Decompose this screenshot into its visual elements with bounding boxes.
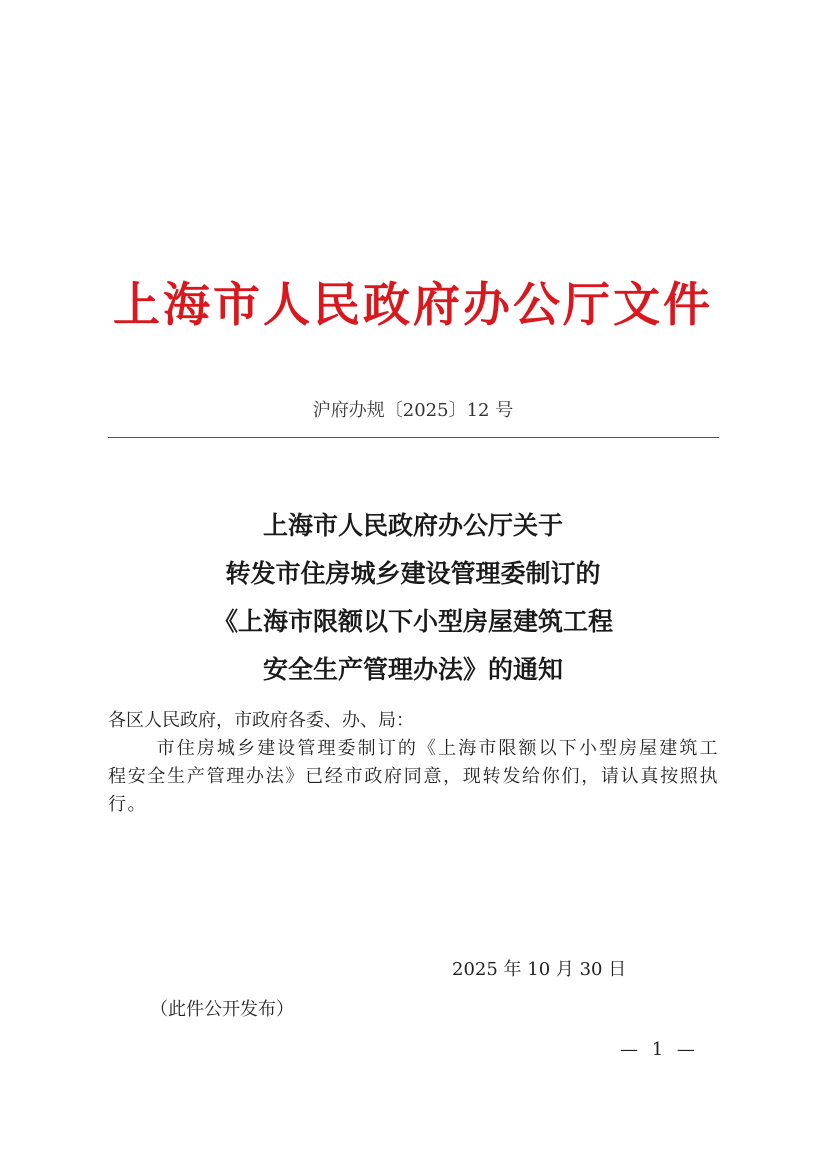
title-line: 安全生产管理办法》的通知	[262, 655, 563, 684]
header-red-divider	[108, 437, 719, 438]
title-line: 《上海市限额以下小型房屋建筑工程	[212, 607, 613, 636]
salutation: 各区人民政府，市政府各委、办、局：	[108, 710, 414, 731]
issue-date: 2025 年 10 月 30 日	[452, 959, 627, 980]
document-number: 沪府办规〔2025〕12 号	[312, 400, 514, 421]
publication-note: （此件公开发布）	[150, 999, 294, 1020]
page-number: — 1 —	[620, 1039, 699, 1060]
document-title	[0, 502, 826, 694]
title-line: 上海市人民政府办公厅关于	[262, 511, 563, 540]
title-line: 转发市住房城乡建设管理委制订的	[225, 559, 601, 588]
body-paragraph: 市住房城乡建设管理委制订的《上海市限额以下小型房屋建筑工程安全生产管理办法》已经市政府同意，现转发给你们，请认真按照执行。	[108, 738, 719, 815]
document-body	[108, 707, 719, 819]
document-masthead: 上海市人民政府办公厅文件	[113, 278, 713, 333]
